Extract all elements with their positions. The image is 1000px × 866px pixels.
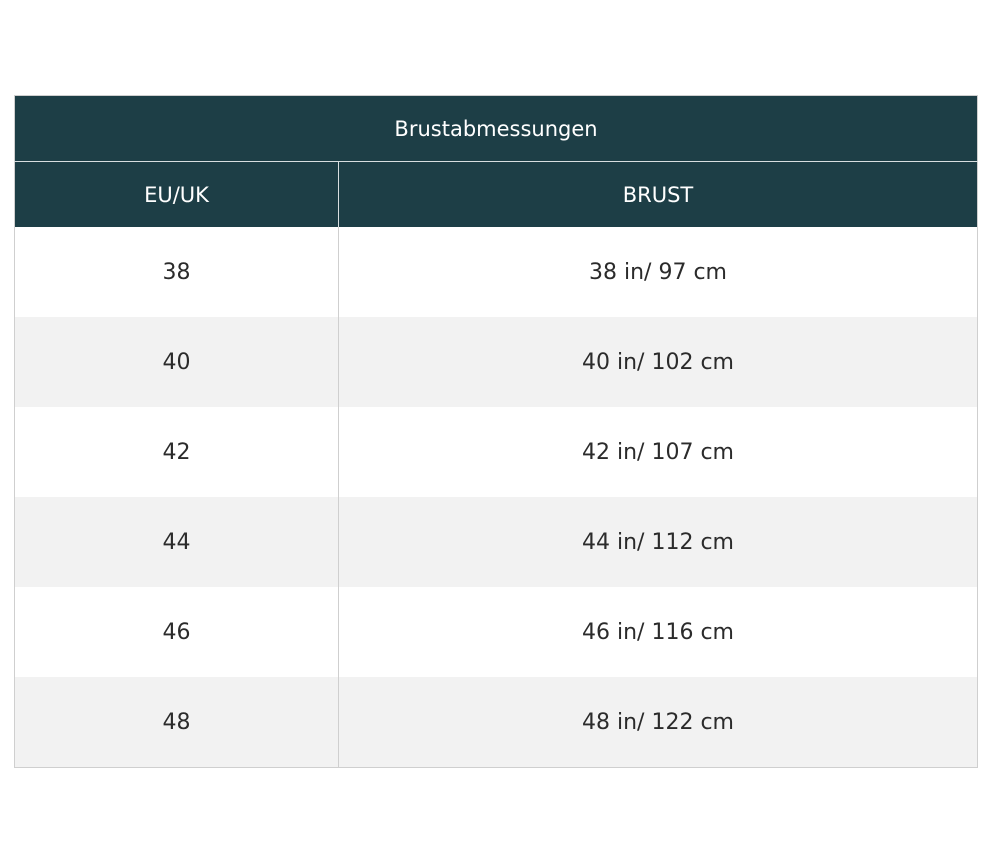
table-row — [15, 677, 978, 768]
chest-cell: 48 in/ 122 cm — [339, 677, 978, 768]
table-title: Brustabmessungen — [15, 96, 978, 162]
table-header — [15, 96, 978, 228]
table-row — [15, 587, 978, 677]
column-header-row — [15, 162, 978, 228]
table-title-row — [15, 96, 978, 162]
column-header-size: EU/UK — [15, 162, 339, 228]
chest-cell: 38 in/ 97 cm — [339, 227, 978, 317]
chest-cell: 46 in/ 116 cm — [339, 587, 978, 677]
size-cell: 46 — [15, 587, 339, 677]
size-cell: 40 — [15, 317, 339, 407]
table-row — [15, 497, 978, 587]
table-body — [15, 227, 978, 768]
chest-cell: 44 in/ 112 cm — [339, 497, 978, 587]
column-header-chest: BRUST — [339, 162, 978, 228]
size-chart-table — [14, 95, 978, 768]
chest-cell: 42 in/ 107 cm — [339, 407, 978, 497]
size-cell: 42 — [15, 407, 339, 497]
size-cell: 48 — [15, 677, 339, 768]
table-row — [15, 407, 978, 497]
size-cell: 38 — [15, 227, 339, 317]
table-row — [15, 227, 978, 317]
table-row — [15, 317, 978, 407]
chest-cell: 40 in/ 102 cm — [339, 317, 978, 407]
size-cell: 44 — [15, 497, 339, 587]
